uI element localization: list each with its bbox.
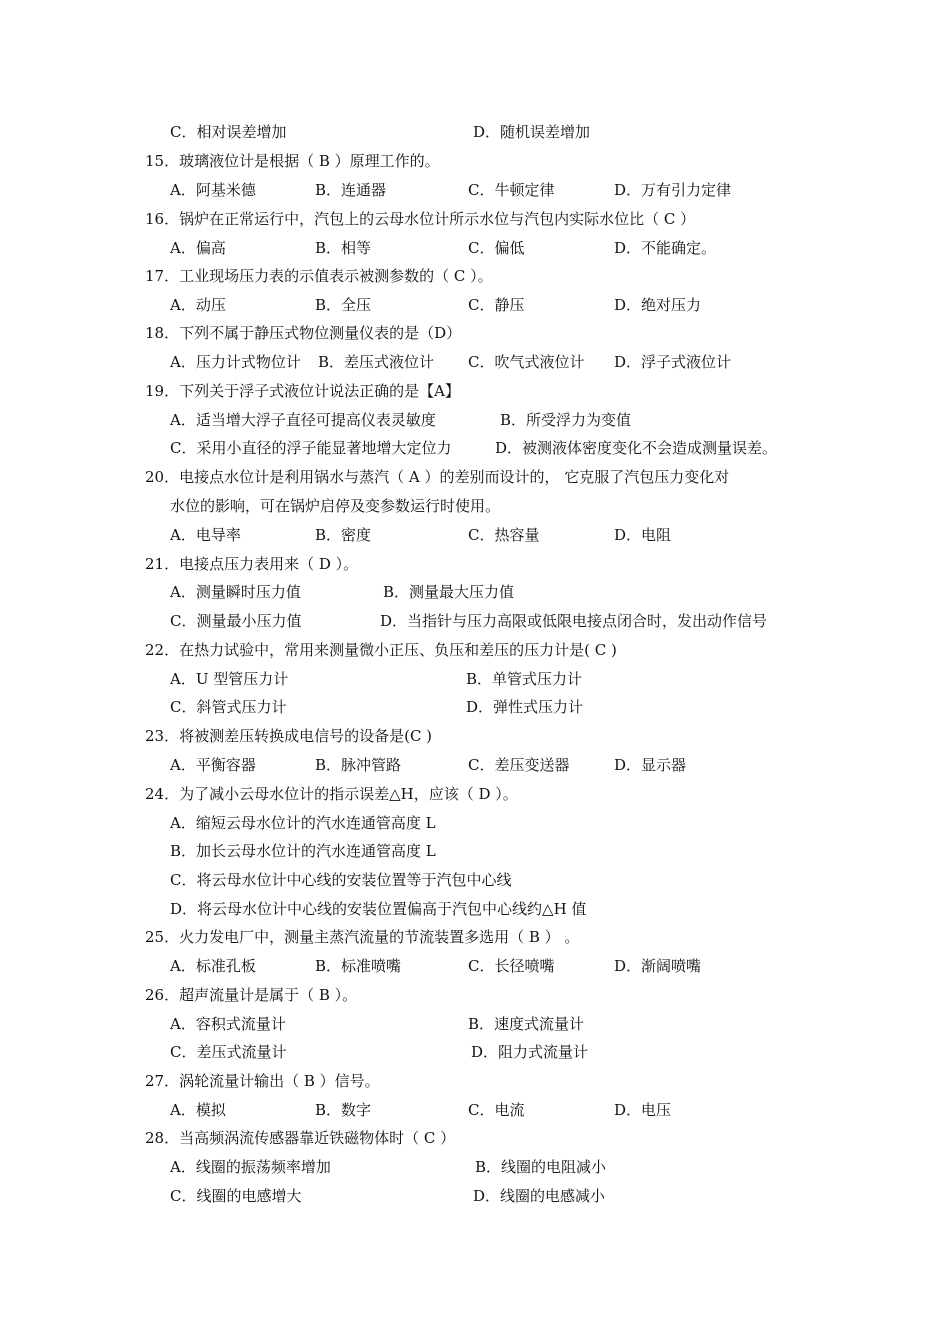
option-b: B．差压式液位计 [318,353,435,371]
option-c: C．测量最小压力值 [170,612,302,630]
option-b: B．标准喷嘴 [315,957,402,975]
option-c: C．差压变送器 [468,756,570,774]
option-b: B．相等 [315,239,372,257]
option-d: D．浮子式液位计 [614,353,732,371]
question-26: 26．超声流量计是属于（ B ）。 [145,986,358,1004]
question-17: 17．工业现场压力表的示值表示被测参数的（ C ）。 [145,267,493,285]
option-a: A．测量瞬时压力值 [170,583,301,601]
option-d: D．阻力式流量计 [471,1043,589,1061]
option-b: B．密度 [315,526,372,544]
option-c: C．吹气式液位计 [468,353,585,371]
option-d: D．被测液体密度变化不会造成测量误差。 [495,439,778,457]
option-a: A．阿基米德 [170,181,256,199]
option-d: D．显示器 [614,756,687,774]
option-b: B．所受浮力为变值 [500,411,632,429]
option-b: B．脉冲管路 [315,756,402,774]
option-d: D．将云母水位计中心线的安装位置偏高于汽包中心线约△H 值 [170,900,587,918]
question-19: 19．下列关于浮子式液位计说法正确的是【A】 [145,382,460,400]
option-d: D．当指针与压力高限或低限电接点闭合时，发出动作信号 [380,612,768,630]
question-24: 24．为了减小云母水位计的指示误差△H，应该（ D ）。 [145,785,518,803]
option-d: D．电阻 [614,526,672,544]
option-c: C．斜管式压力计 [170,698,287,716]
question-28: 28．当高频涡流传感器靠近铁磁物体时（ C ） [145,1129,456,1147]
option-d: D．渐阔喷嘴 [614,957,702,975]
question-21: 21．电接点压力表用来（ D ）。 [145,555,359,573]
option-a: A．适当增大浮子直径可提高仪表灵敏度 [170,411,436,429]
question-25: 25．火力发电厂中，测量主蒸汽流量的节流装置多选用（ B ） 。 [145,928,580,946]
option-d: D．线圈的电感减小 [473,1187,606,1205]
option-d: D．电压 [614,1101,672,1119]
option-a: A．偏高 [170,239,226,257]
option-c: C．电流 [468,1101,525,1119]
option-b: B．单管式压力计 [466,670,583,688]
option-a: A．压力计式物位计 [170,353,301,371]
option-a: A．标准孔板 [170,957,256,975]
question-16: 16．锅炉在正常运行中，汽包上的云母水位计所示水位与汽包内实际水位比（ C ） [145,210,696,228]
option-d: D．弹性式压力计 [466,698,584,716]
option-b: B．速度式流量计 [468,1015,585,1033]
option-c: C．长径喷嘴 [468,957,555,975]
option-c: C．偏低 [468,239,525,257]
option-d: D．随机误差增加 [473,123,591,141]
option-c: C．线圈的电感增大 [170,1187,302,1205]
option-c: C．相对误差增加 [170,123,287,141]
question-20: 20．电接点水位计是利用锅水与蒸汽（ A ）的差别而设计的， 它克服了汽包压力变化对 [145,468,730,486]
option-a: A．平衡容器 [170,756,256,774]
option-d: D．万有引力定律 [614,181,732,199]
question-18: 18．下列不属于静压式物位测量仪表的是（D） [145,324,462,342]
option-c: C．差压式流量计 [170,1043,287,1061]
option-b: B．连通器 [315,181,387,199]
option-c: C．静压 [468,296,525,314]
option-a: A．电导率 [170,526,241,544]
option-d: D．绝对压力 [614,296,702,314]
option-b: B．加长云母水位计的汽水连通管高度 L [170,842,436,860]
question-23: 23．将被测差压转换成电信号的设备是(C ) [145,727,433,745]
option-a: A．缩短云母水位计的汽水连通管高度 L [170,814,436,832]
option-c: C．牛顿定律 [468,181,555,199]
option-d: D．不能确定。 [614,239,717,257]
question-22: 22．在热力试验中，常用来测量微小正压、负压和差压的压力计是( C ) [145,641,617,659]
option-a: A．模拟 [170,1101,226,1119]
option-b: B．测量最大压力值 [383,583,515,601]
option-c: C．热容量 [468,526,540,544]
option-b: B．数字 [315,1101,372,1119]
option-a: A．动压 [170,296,226,314]
option-a: A．U 型管压力计 [170,670,289,688]
option-b: B．线圈的电阻减小 [475,1158,607,1176]
option-b: B．全压 [315,296,372,314]
question-27: 27．涡轮流量计输出（ B ）信号。 [145,1072,380,1090]
option-c: C．采用小直径的浮子能显著地增大定位力 [170,439,452,457]
option-a: A．线圈的振荡频率增加 [170,1158,331,1176]
option-c: C．将云母水位计中心线的安装位置等于汽包中心线 [170,871,512,889]
question-20-continued: 水位的影响，可在锅炉启停及变参数运行时使用。 [170,497,501,515]
question-15: 15．玻璃液位计是根据（ B ）原理工作的。 [145,152,440,170]
option-a: A．容积式流量计 [170,1015,286,1033]
